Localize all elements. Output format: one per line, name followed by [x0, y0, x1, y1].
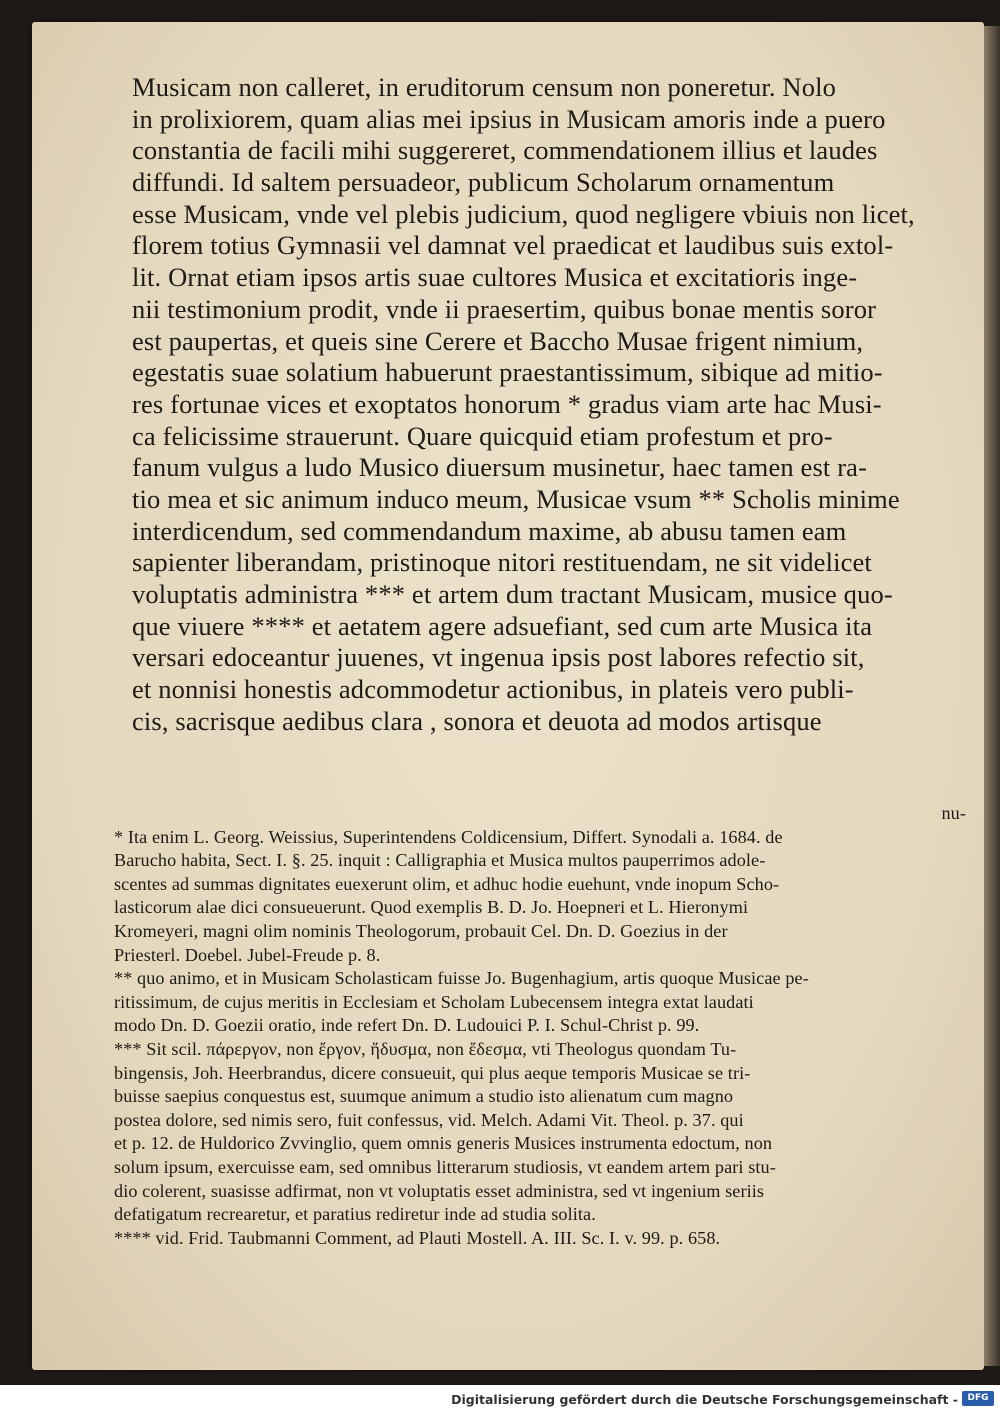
text-line: que viuere **** et aetatem agere adsuefiant, sed cum arte Musica ita — [132, 610, 873, 641]
footnote-line: * Ita enim L. Georg. Weissius, Superintendens Coldicensium, Differt. Synodali a. 1684. de — [114, 826, 783, 847]
footnote-line: defatigatum recrearetur, et paratius rediretur inde ad studia solita. — [114, 1204, 596, 1225]
text-line: res fortunae vices et exoptatos honorum * gradus viam arte hac Musi- — [132, 388, 882, 419]
catchword: nu- — [941, 803, 966, 823]
text-line: in prolixiorem, quam alias mei ipsius in Musicam amoris inde a puero — [132, 103, 886, 134]
footnote-line: *** Sit scil. πάρεργον, non ἔργον, ἥδυσμα, non ἔδεσμα, vti Theologus quondam Tu- — [114, 1038, 737, 1059]
footnote-line: Priesterl. Doebel. Jubel-Freude p. 8. — [114, 944, 381, 965]
book-page — [32, 22, 984, 1370]
text-line: et nonnisi honestis adcommodetur actionibus, in plateis vero publi- — [132, 674, 854, 705]
footnote-line: postea dolore, sed nimis sero, fuit confessus, vid. Melch. Adami Vit. Theol. p. 37. qui — [114, 1109, 744, 1130]
text-line: interdicendum, sed commendandum maxime, ab abusu tamen eam — [132, 515, 847, 546]
text-line: nii testimonium prodit, vnde ii praesertim, quibus bonae mentis soror — [132, 293, 877, 324]
text-line: sapienter liberandam, pristinoque nitori restituendam, ne sit videlicet — [132, 547, 872, 578]
text-line: constantia de facili mihi suggereret, commendationem illius et laudes — [132, 135, 878, 166]
text-line: diffundi. Id saltem persuadeor, publicum Scholarum ornamentum — [132, 167, 835, 198]
footnote-line: **** vid. Frid. Taubmanni Comment, ad Plauti Mostell. A. III. Sc. I. v. 99. p. 658. — [114, 1227, 721, 1248]
footnote-line: et p. 12. de Huldorico Zvvinglio, quem omnis generis Musices instrumenta edoctum, non — [114, 1133, 773, 1154]
footnote-line: Kromeyeri, magni olim nominis Theologorum, probauit Cel. Dn. D. Goezius in der — [114, 920, 728, 941]
footnote-line: lasticorum alae dici consueuerunt. Quod exemplis B. D. Jo. Hoepneri et L. Hieronymi — [114, 897, 749, 918]
footnote-line: ritissimum, de cujus meritis in Ecclesiam et Scholam Lubecensem integra extat laudati — [114, 991, 754, 1012]
footnotes — [114, 802, 966, 1250]
footnote-line: dio colerent, suasisse adfirmat, non vt voluptatis esset administra, sed vt ingenium seriis — [114, 1180, 765, 1201]
text-line: versari edoceantur juuenes, vt ingenua ipsis post labores refectio sit, — [132, 642, 865, 673]
footnote-line: buisse saepius conquestus est, suumque animum a studio isto alienatum cum magno — [114, 1086, 734, 1107]
text-line: tio mea et sic animum induco meum, Musicae vsum ** Scholis minime — [132, 483, 900, 514]
text-line: fanum vulgus a ludo Musico diuersum musinetur, haec tamen est ra- — [132, 452, 868, 483]
text-line: est paupertas, et queis sine Cerere et Baccho Musae frigent nimium, — [132, 325, 864, 356]
footnote-line: scentes ad summas dignitates euexerunt olim, et adhuc hodie euehunt, vnde inopum Scho- — [114, 873, 780, 894]
footnote-line: solum ipsum, exercuisse eam, sed omnibus litterarum studiosis, vt eandem artem pari stu- — [114, 1156, 776, 1177]
footnote-line: bingensis, Joh. Heerbrandus, dicere consueuit, qui plus aeque temporis Musicae se tri- — [114, 1062, 751, 1083]
funding-credit: Digitalisierung gefördert durch die Deutsche Forschungsgemeinschaft - — [451, 1392, 958, 1407]
text-line: cis, sacrisque aedibus clara , sonora et deuota ad modos artisque — [132, 705, 822, 736]
text-line: Musicam non calleret, in eruditorum censum non poneretur. Nolo — [132, 72, 837, 102]
text-line: ca felicissime strauerunt. Quare quicquid etiam profestum et pro- — [132, 420, 833, 451]
footnote-line: modo Dn. D. Goezii oratio, inde refert Dn. D. Ludouici P. I. Schul-Christ p. 99. — [114, 1015, 700, 1036]
text-line: esse Musicam, vnde vel plebis judicium, quod negligere vbiuis non licet, — [132, 198, 915, 229]
text-line: egestatis suae solatium habuerunt praestantissimum, sibique ad mitio- — [132, 357, 883, 388]
text-line: lit. Ornat etiam ipsos artis suae cultores Musica et excitatioris inge- — [132, 262, 858, 293]
page-edge — [984, 26, 1000, 1366]
dfg-logo-icon: DFG — [962, 1391, 994, 1406]
text-line: voluptatis administra *** et artem dum tractant Musicam, musice quo- — [132, 579, 893, 609]
footnote-line: ** quo animo, et in Musicam Scholasticam fuisse Jo. Bugenhagium, artis quoque Musicae pe- — [114, 968, 809, 989]
footnote-line: Barucho habita, Sect. I. §. 25. inquit : Calligraphia et Musica multos pauperrimos adole- — [114, 850, 766, 871]
footer-bar — [0, 1385, 1000, 1413]
text-line: florem totius Gymnasii vel damnat vel praedicat et laudibus suis extol- — [132, 230, 894, 261]
main-text — [132, 72, 964, 737]
